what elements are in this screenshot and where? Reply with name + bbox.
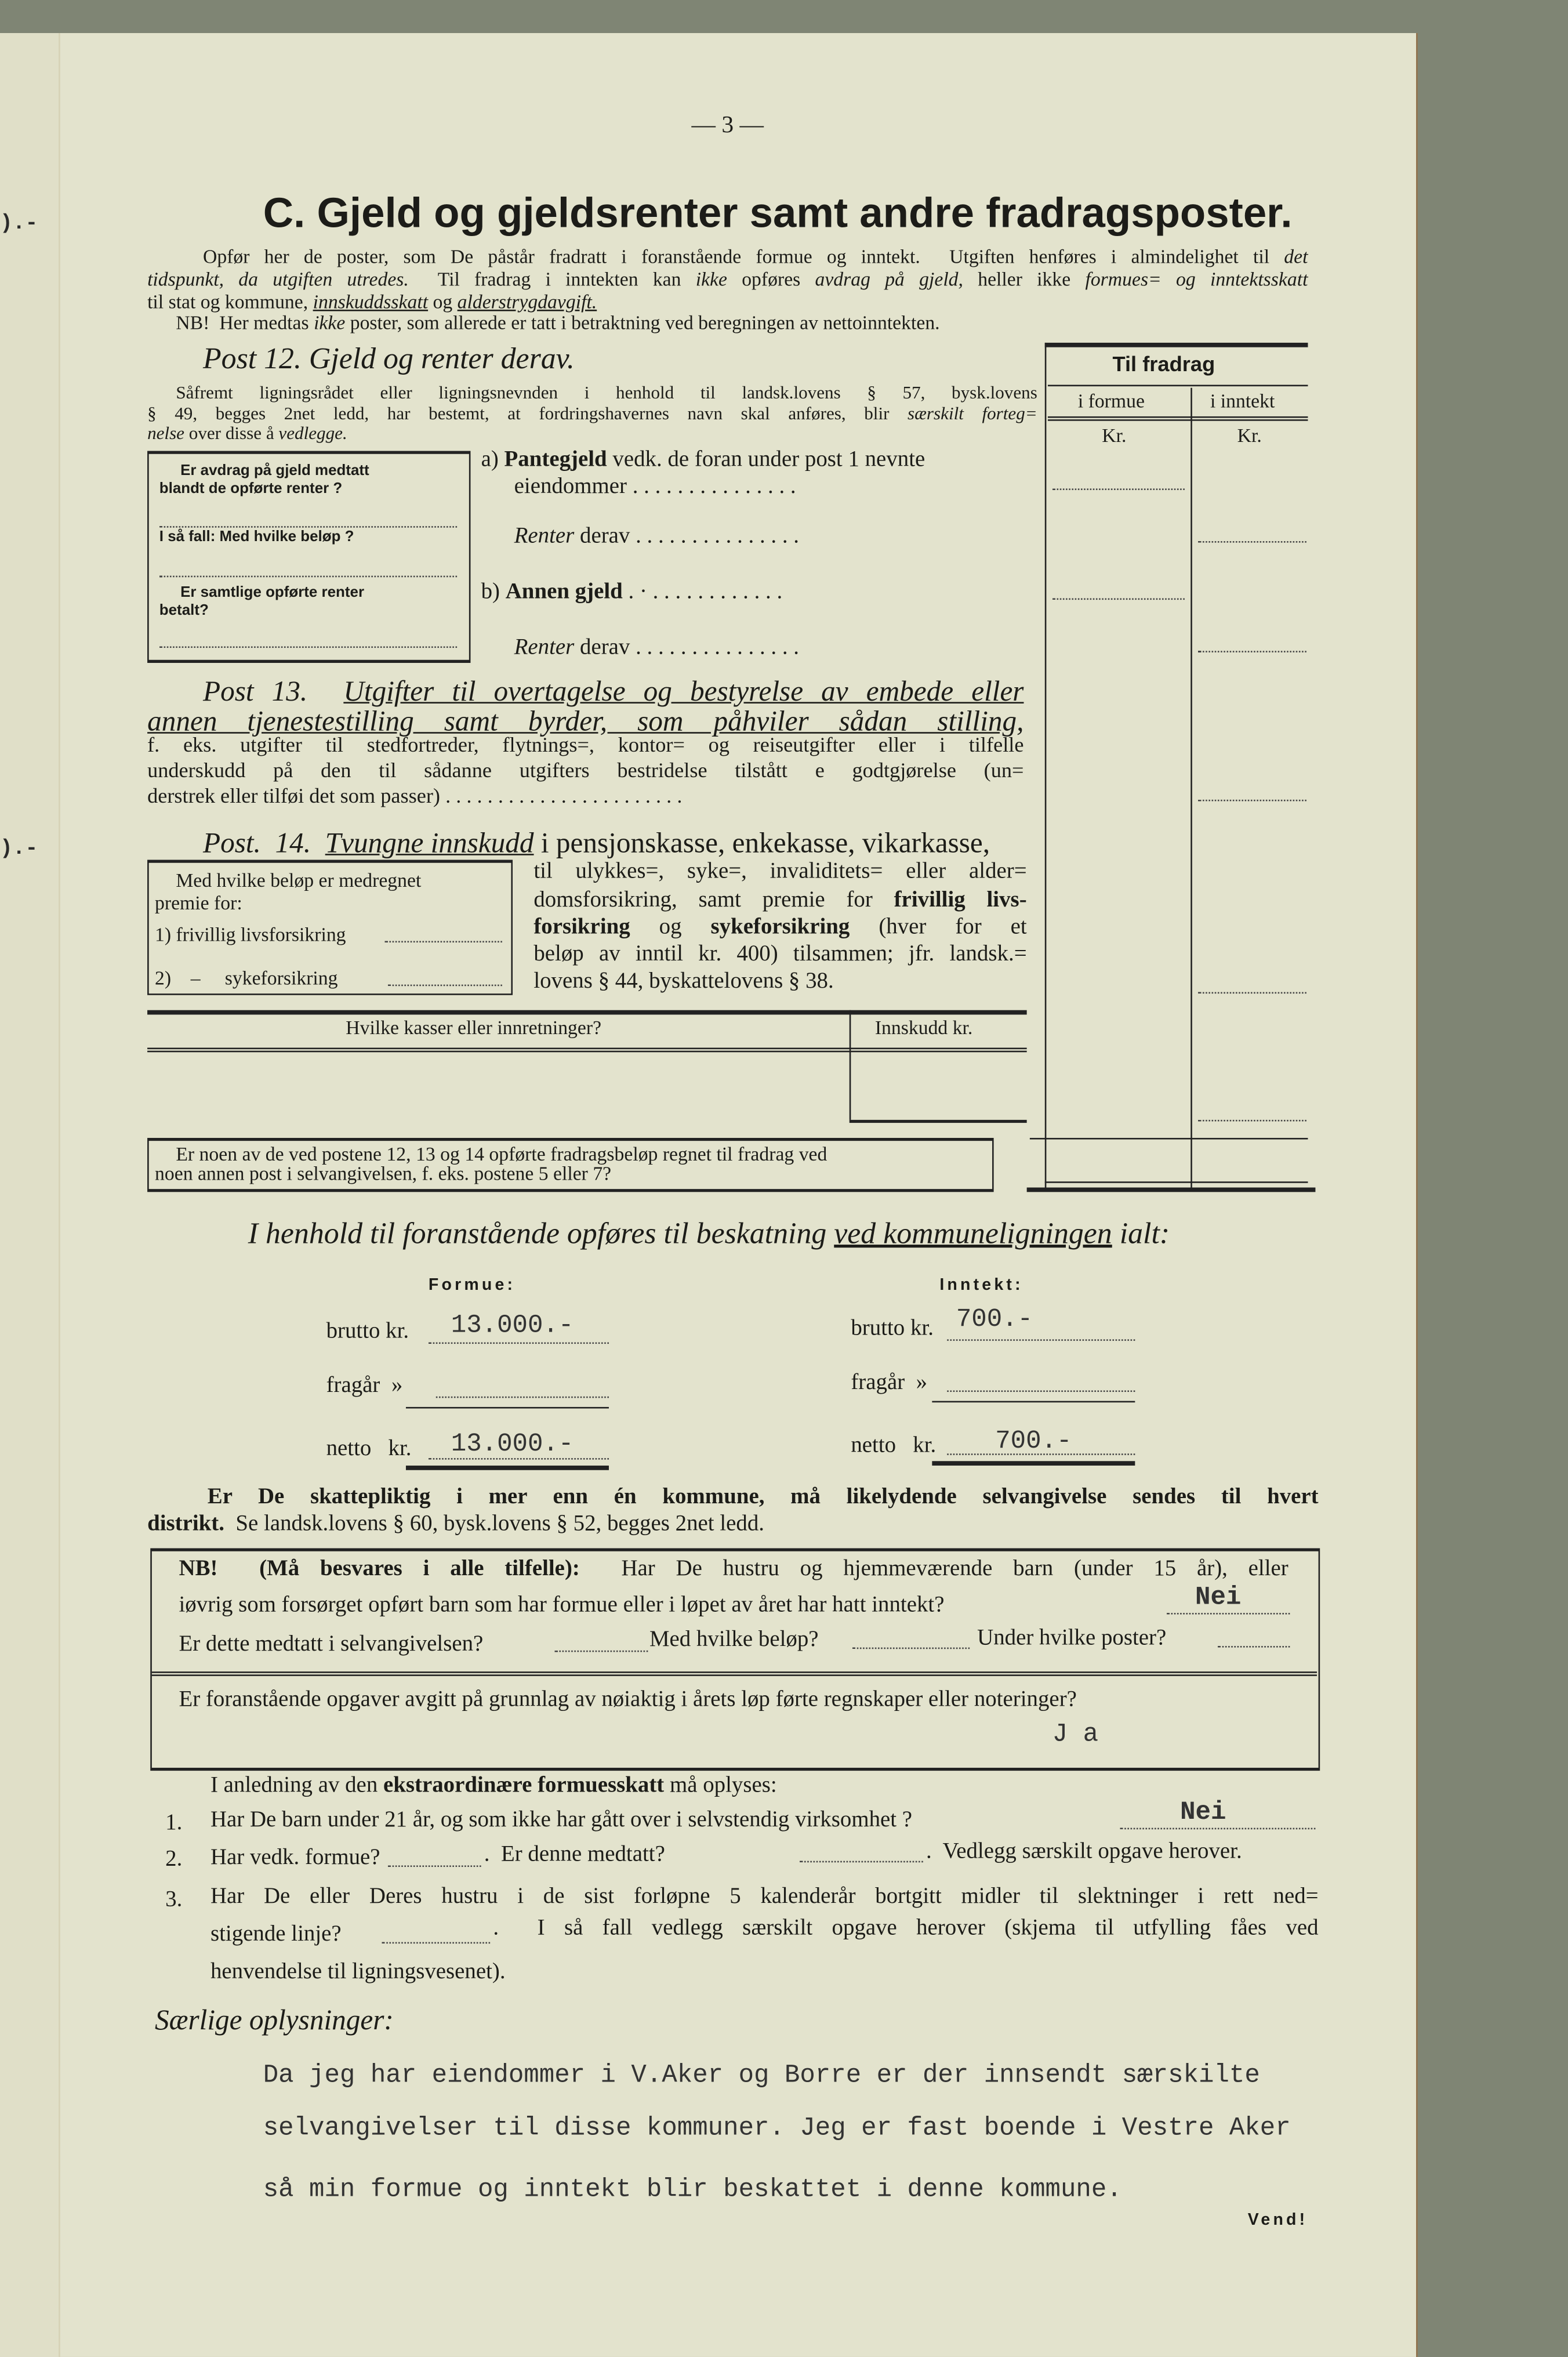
premium-item-sykeforsikring: 2) – sykeforsikring xyxy=(155,966,338,989)
inntekt-amount-field[interactable] xyxy=(1198,1120,1306,1122)
text-run: f. eks. utgifter til stedfortreder, flytnings=, kontor= og reiseutgifter eller i tilfelle xyxy=(147,735,1024,758)
text-run: underskudd på den til sådanne utgifters bestridelse tilstått e godtgjørelse (un= xyxy=(147,760,1024,784)
item-number: 3. xyxy=(165,1888,183,1912)
field-line xyxy=(1167,1613,1290,1615)
premium-intro: Med hvilke beløp er medregnet xyxy=(176,869,422,891)
text-run: Utgifter til overtagelse og bestyrelse av embede eller xyxy=(343,676,1024,708)
post14-text xyxy=(533,971,833,993)
text-run: nelse xyxy=(147,422,184,444)
text-run: I henhold til foranstående opføres til beskatning xyxy=(248,1217,834,1251)
multi-kommune-note xyxy=(208,1486,1319,1509)
text-run: . · . . . . . . . . . . . . xyxy=(622,580,783,604)
innskudd-field[interactable] xyxy=(852,1055,1025,1118)
text-run: derav . . . . . . . . . . . . . . . xyxy=(574,636,800,660)
formue-amount-field[interactable] xyxy=(1052,599,1185,600)
text-run: (hver for et xyxy=(850,915,1027,940)
text-run: Er De skattepliktig i mer enn én kommune, må likelydende selvangivelse sendes til hvert xyxy=(207,1485,1319,1510)
text-run: forsikring xyxy=(533,915,630,940)
item-question: Har vedk. formue? xyxy=(210,1845,380,1870)
nb-divider xyxy=(152,1671,1317,1676)
text-run: Har De hustru og hjemmeværende barn (under 15 år), eller xyxy=(579,1557,1288,1582)
nb-box xyxy=(150,1549,1320,1771)
text-run: Renter xyxy=(514,636,575,660)
margin-mark: ).- xyxy=(0,212,38,236)
question-betalt: betalt? xyxy=(159,603,209,619)
text-run: må oplyses: xyxy=(664,1774,777,1798)
text-run: derstrek eller tilføi det som passer) . . . . . . . . . . . . . . . . . . . . . . . xyxy=(147,786,683,809)
post13-text xyxy=(147,762,1023,783)
renter-label xyxy=(514,637,799,660)
text-run: NB! (Må besvares i alle tilfelle): xyxy=(179,1557,580,1582)
formue-brutto-field[interactable]: 13.000.- xyxy=(451,1312,574,1341)
unit-kr: Kr. xyxy=(1237,423,1262,447)
table-rule xyxy=(850,1010,851,1120)
item-question: . Er denne medtatt? xyxy=(484,1843,665,1868)
table-rule xyxy=(1048,416,1308,421)
column-header-inntekt: i inntekt xyxy=(1210,389,1275,412)
multi-kommune-note xyxy=(147,1514,764,1536)
sykeforsikring-amount-field[interactable] xyxy=(388,985,502,987)
section-title: C. Gjeld og gjeldsrenter samt andre fradragsposter. xyxy=(263,189,1293,236)
innskudd-header: Innskudd kr. xyxy=(874,1016,973,1039)
item-question: . I så fall vedlegg særskilt opgave herover (skjema til utfylling fåes ved xyxy=(493,1916,1319,1941)
text-run: sykeforsikring xyxy=(710,915,850,940)
text-run: vedk. de foran under post 1 nevnte xyxy=(607,448,925,472)
pantegjeld-label xyxy=(481,449,925,472)
text-run: Opfør her de poster, som De påstår fradratt i foranstående formue og inntekt. Utgiften henføres i almindelighet til xyxy=(202,245,1284,268)
text-run: til ulykkes=, syke=, invaliditets= eller alder= xyxy=(533,860,1027,884)
inntekt-label: Inntekt: xyxy=(939,1276,1023,1294)
text-run: i pensjonskasse, enkekasse, vikarkasse, xyxy=(533,828,990,860)
inntekt-amount-field[interactable] xyxy=(1198,541,1306,543)
text-run: ekstraordinære formuesskatt xyxy=(383,1774,665,1798)
sum-rule xyxy=(932,1401,1135,1403)
text-run: opføres xyxy=(727,267,815,291)
text-run: poster, som allerede er tatt i betraktning ved beregningen av nettoinntekten. xyxy=(345,311,940,334)
field-line xyxy=(429,1342,609,1344)
text-run: Se landsk.lovens § 60, bysk.lovens § 52, begges 2net ledd. xyxy=(224,1512,765,1536)
text-run: vedlegge. xyxy=(278,422,347,444)
text-run: Post 13. xyxy=(202,676,344,708)
text-run: ikke xyxy=(314,311,346,334)
post12-text xyxy=(147,404,1037,422)
post13-heading xyxy=(147,708,1023,737)
ekstra-intro xyxy=(210,1775,777,1798)
page-number: — 3 — xyxy=(691,113,764,139)
intro-line xyxy=(203,246,1308,266)
text-run: det xyxy=(1284,245,1308,268)
post12-heading: Post 12. Gjeld og renter derav. xyxy=(202,342,575,376)
text-run: Såfremt ligningsrådet eller ligningsnevnden i henhold til landsk.lovens § 57, bysk.lovens xyxy=(176,382,1037,403)
formue-amount-field[interactable] xyxy=(1052,488,1185,490)
table-title: Til fradrag xyxy=(1112,351,1215,376)
netto-label: netto kr. xyxy=(326,1437,412,1462)
inntekt-amount-field[interactable] xyxy=(1198,800,1306,802)
text-run: annen tjenestestilling samt byrder, som påhviler sådan stilling, xyxy=(147,706,1024,738)
text-run: og xyxy=(428,290,458,313)
regnskap-question: Er foranstående opgaver avgitt på grunnlag av nøiaktig i årets løp førte regnskaper eller noteringer? xyxy=(179,1688,1077,1713)
margin-mark: ).- xyxy=(0,837,38,862)
text-run: derav . . . . . . . . . . . . . . . xyxy=(574,524,800,549)
text-run: over disse å xyxy=(184,422,279,444)
brutto-label: brutto kr. xyxy=(326,1319,409,1344)
field-line xyxy=(947,1339,1135,1341)
livsforsikring-amount-field[interactable] xyxy=(385,941,502,942)
inntekt-amount-field[interactable] xyxy=(1198,992,1306,994)
text-run: heller ikke xyxy=(963,267,1086,291)
table-rule xyxy=(1045,343,1308,347)
text-run: og xyxy=(630,915,711,940)
text-run: b) xyxy=(481,580,506,604)
fragar-label: fragår » xyxy=(851,1370,928,1395)
text-run: Pantegjeld xyxy=(504,448,607,472)
nb-question: Er dette medtatt i selvangivelsen? xyxy=(179,1632,484,1657)
kasser-field[interactable] xyxy=(147,1055,848,1115)
text-run: Annen gjeld xyxy=(505,580,623,604)
other-post-question: noen annen post i selvangivelsen, f. eks. postene 5 eller 7? xyxy=(155,1162,612,1185)
children-answer-field[interactable]: Nei xyxy=(1195,1584,1242,1613)
other-post-question: Er noen av de ved postene 12, 13 og 14 opførte fradragsbeløp regnet til fradrag ved xyxy=(176,1142,827,1165)
text-run: lovens § 44, byskattelovens § 38. xyxy=(533,969,834,994)
table-rule xyxy=(1045,343,1047,1188)
item-number: 2. xyxy=(165,1847,183,1872)
text-run: ialt: xyxy=(1112,1217,1170,1251)
post14-text xyxy=(533,944,1026,967)
formue-label: Formue: xyxy=(428,1276,516,1294)
text-run: særskilt forteg= xyxy=(908,402,1037,424)
text-run: formues= og inntektsskatt xyxy=(1085,267,1308,291)
post13-text xyxy=(147,737,1023,757)
text-run: avdrag på gjeld, xyxy=(815,267,963,291)
premium-item-livsforsikring: 1) frivillig livsforsikring xyxy=(155,923,346,946)
table-rule xyxy=(1030,1138,1308,1140)
unit-kr: Kr. xyxy=(1102,423,1127,447)
table-rule xyxy=(1045,1181,1308,1183)
slektninger-answer-field[interactable] xyxy=(382,1942,490,1944)
item-question: Har De barn under 21 år, og som ikke har gått over i selvstendig virksomhet ? xyxy=(210,1808,913,1833)
text-run: ved kommuneligningen xyxy=(834,1217,1112,1251)
table-rule xyxy=(1027,1188,1316,1192)
text-run: Tvungne innskudd xyxy=(325,828,534,860)
post12-text xyxy=(147,424,347,442)
text-run: NB! Her medtas xyxy=(176,311,314,334)
text-run: tidspunkt, da utgiften utredes. xyxy=(147,267,409,291)
field-line xyxy=(947,1453,1135,1455)
premium-intro: premie for: xyxy=(155,891,242,914)
column-header-formue: i formue xyxy=(1077,389,1145,412)
item-question: stigende linje? xyxy=(210,1922,342,1947)
text-run: I anledning av den xyxy=(210,1774,384,1798)
formue-answer-field[interactable] xyxy=(388,1865,481,1867)
question-avdrag: blandt de opførte renter ? xyxy=(159,481,343,498)
text-run: frivillig livs- xyxy=(894,888,1027,913)
nb-question: Med hvilke beløp? xyxy=(649,1627,819,1652)
text-run: beløp av inntil kr. 400) tilsammen; jfr. landsk.= xyxy=(533,942,1027,967)
table-rule xyxy=(1190,388,1192,1188)
turn-page-note: Vend! xyxy=(1247,2211,1308,2229)
question-belop: I så fall: Med hvilke beløp ? xyxy=(159,529,354,546)
netto-label: netto kr. xyxy=(851,1434,937,1459)
typed-note-line: så min formue og inntekt blir beskattet i denne kommune. xyxy=(263,2176,1122,2206)
medtatt-answer-field[interactable] xyxy=(555,1651,648,1652)
post13-text xyxy=(147,788,682,808)
field-line xyxy=(436,1397,609,1398)
table-rule xyxy=(850,1120,1027,1123)
nb-question: Under hvilke poster? xyxy=(977,1626,1167,1651)
annen-gjeld-label xyxy=(481,582,783,604)
post14-heading xyxy=(203,830,990,858)
summary-heading xyxy=(248,1219,1170,1249)
kasser-header: Hvilke kasser eller innretninger? xyxy=(346,1016,602,1039)
field-line xyxy=(1120,1828,1315,1830)
sum-rule xyxy=(406,1407,609,1409)
text-run: § 49, begges 2net ledd, har bestemt, at fordringshavernes navn skal anføres, blir xyxy=(147,402,908,424)
previous-page-edge xyxy=(0,33,60,2357)
sum-rule xyxy=(932,1461,1135,1466)
text-run: til stat og kommune, xyxy=(147,290,313,313)
text-run: domsforsikring, samt premie for xyxy=(533,888,894,913)
belop-answer-field[interactable] xyxy=(852,1648,970,1649)
poster-answer-field[interactable] xyxy=(1218,1646,1290,1648)
formue-netto-field[interactable]: 13.000.- xyxy=(451,1431,574,1460)
item-number: 1. xyxy=(165,1811,183,1836)
medtatt-answer-field[interactable] xyxy=(800,1861,923,1863)
text-run: Post. 14. xyxy=(202,828,325,860)
inntekt-netto-field[interactable]: 700.- xyxy=(995,1428,1072,1457)
table-rule xyxy=(147,1010,1027,1015)
field-line xyxy=(429,1458,609,1460)
item-question: . Vedlegg særskilt opgave herover. xyxy=(925,1840,1242,1864)
regnskap-answer-field[interactable]: J a xyxy=(1052,1721,1099,1750)
text-run: Til fradrag i inntekten kan xyxy=(408,267,696,291)
field-line xyxy=(947,1390,1135,1392)
renter-label xyxy=(514,526,799,549)
item-question: Har De eller Deres hustru i de sist forløpne 5 kalenderår bortgitt midler til slektninger i rett ned= xyxy=(210,1885,1319,1909)
nb-question xyxy=(179,1559,1288,1582)
text-run: alderstrygdavgift. xyxy=(457,290,597,313)
inntekt-brutto-field[interactable]: 700.- xyxy=(956,1306,1033,1335)
intro-line xyxy=(147,292,597,311)
saerlige-heading: Særlige oplysninger: xyxy=(155,2005,394,2037)
table-rule xyxy=(1048,385,1308,387)
brutto-label: brutto kr. xyxy=(851,1317,934,1341)
typed-note-line: selvangivelser til disse kommuner. Jeg er fast boende i Vestre Aker xyxy=(263,2115,1291,2144)
answer-betalt-field[interactable] xyxy=(159,646,457,648)
post12-text xyxy=(176,383,1037,401)
post13-heading xyxy=(203,678,1024,706)
post14-text xyxy=(533,917,1026,940)
nb-question: iøvrig som forsørget opført barn som har formue eller i løpet av året har hatt inntekt? xyxy=(179,1593,945,1618)
text-run: Renter xyxy=(514,524,575,549)
text-run: innskuddsskatt xyxy=(313,290,429,313)
question-avdrag: Er avdrag på gjeld medtatt xyxy=(180,463,369,480)
intro-line xyxy=(147,269,1308,289)
inntekt-amount-field[interactable] xyxy=(1198,651,1306,652)
barn-answer-field[interactable]: Nei xyxy=(1180,1799,1226,1828)
post14-text xyxy=(533,890,1026,912)
item-question: henvendelse til ligningsvesenet). xyxy=(210,1960,506,1985)
pantegjeld-label: eiendommer . . . . . . . . . . . . . . . xyxy=(514,475,796,499)
typed-note-line: Da jeg har eiendommer i V.Aker og Borre er der innsendt særskilte xyxy=(263,2062,1260,2091)
answer-avdrag-field[interactable] xyxy=(159,526,457,528)
text-run: distrikt. xyxy=(147,1512,224,1536)
sum-rule xyxy=(406,1466,609,1470)
fragar-label: fragår » xyxy=(326,1373,403,1398)
post14-text xyxy=(533,861,1026,884)
answer-belop-field[interactable] xyxy=(159,576,457,578)
table-rule xyxy=(147,1047,1027,1052)
question-betalt: Er samtlige opførte renter xyxy=(180,585,365,601)
text-run: a) xyxy=(481,448,504,472)
intro-line xyxy=(176,313,939,332)
text-run: ikke xyxy=(695,267,727,291)
